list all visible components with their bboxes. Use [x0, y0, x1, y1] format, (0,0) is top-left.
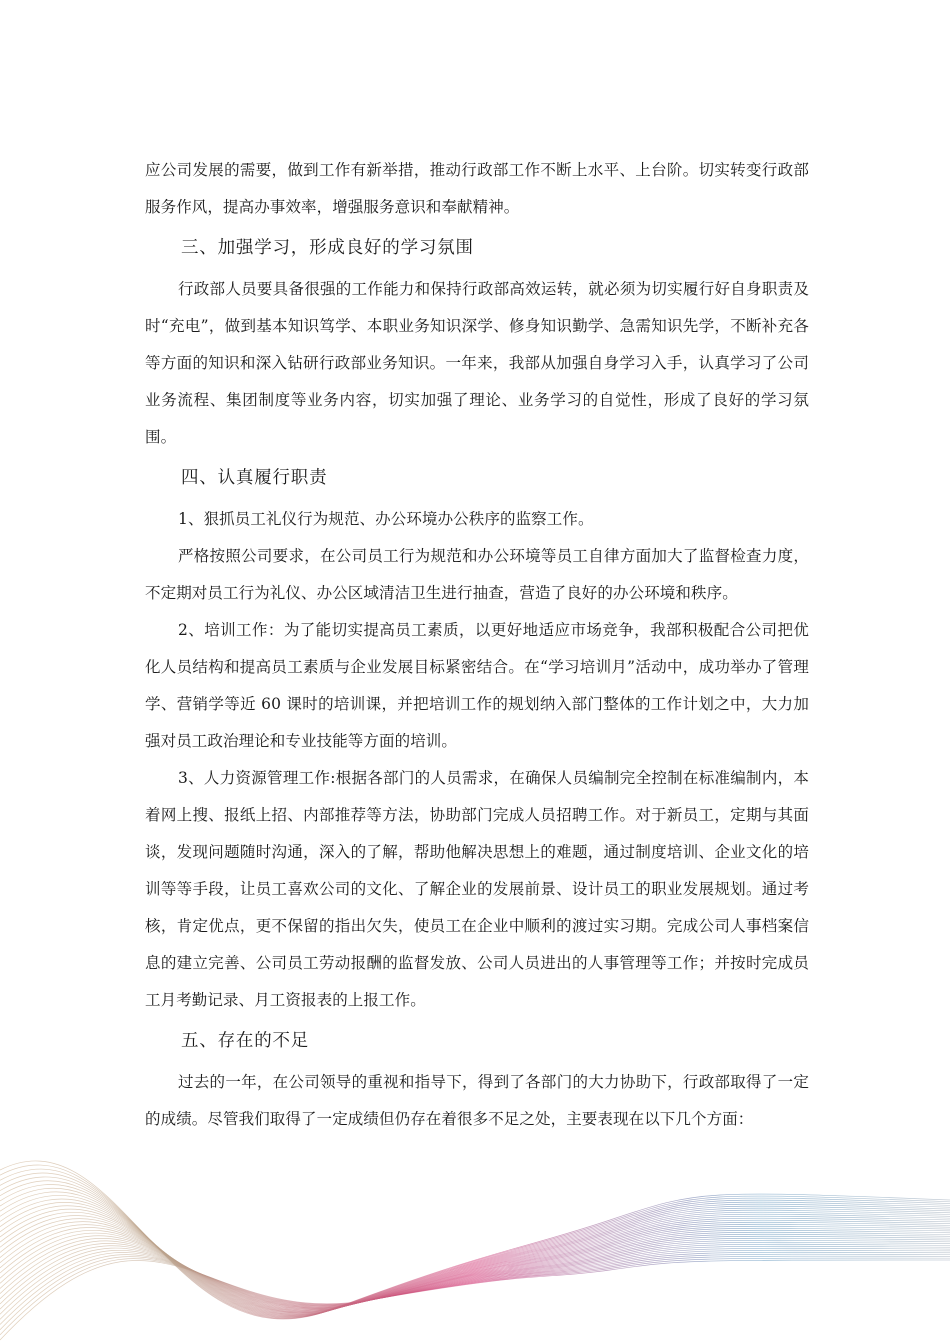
document-body [145, 152, 809, 1138]
section-4-item-2-paragraph: 2、培训工作：为了能切实提高员工素质，以更好地适应市场竞争，我部积极配合公司把优化人员结构和提高员工素质与企业发展目标紧密结合。在“学习培训月”活动中，成功举办了管理学、营销学等近 60 课时的培训课，并把培训工作的规划纳入部门整体的工作计划之中，大力加强对员工政治理论和专业技能等方面的培训。 [145, 621, 809, 750]
section-3-paragraph: 行政部人员要具备很强的工作能力和保持行政部高效运转，就必须为切实履行好自身职责及时“充电”，做到基本知识笃学、本职业务知识深学、修身知识勤学、急需知识先学，不断补充各等方面的知识和深入钻研行政部业务知识。一年来，我部从加强自身学习入手，认真学习了公司业务流程、集团制度等业务内容，切实加强了理论、业务学习的自觉性，形成了良好的学习氛围。 [145, 280, 809, 446]
section-5-heading: 五、存在的不足 [181, 1031, 310, 1051]
section-4-item-3-paragraph: 3、人力资源管理工作:根据各部门的人员需求，在确保人员编制完全控制在标准编制内，本着网上搜、报纸上招、内部推荐等方法，协助部门完成人员招聘工作。对于新员工，定期与其面谈，发现问题随时沟通，深入的了解，帮助他解决思想上的难题，通过制度培训、企业文化的培训等等手段，让员工喜欢公司的文化、了解企业的发展前景、设计员工的职业发展规划。通过考核，肯定优点，更不保留的指出欠失，使员工在企业中顺利的渡过实习期。完成公司人事档案信息的建立完善、公司员工劳动报酬的监督发放、公司人员进出的人事管理等工作；并按时完成员工月考勤记录、月工资报表的上报工作。 [145, 769, 809, 1009]
section-3-heading: 三、加强学习，形成良好的学习氛围 [181, 238, 474, 258]
decorative-wave-graphic [0, 1130, 950, 1344]
intro-paragraph: 应公司发展的需要，做到工作有新举措，推动行政部工作不断上水平、上台阶。切实转变行政部服务作风，提高办事效率，增强服务意识和奉献精神。 [145, 161, 809, 216]
wave-line [0, 1252, 950, 1319]
wave-lines [0, 1161, 950, 1340]
section-4-item-1-title: 1、狠抓员工礼仪行为规范、办公环境办公秩序的监察工作。 [178, 510, 594, 528]
section-5-paragraph: 过去的一年，在公司领导的重视和指导下，得到了各部门的大力协助下，行政部取得了一定的成绩。尽管我们取得了一定成绩但仍存在着很多不足之处，主要表现在以下几个方面： [145, 1073, 809, 1128]
wave-line [0, 1195, 950, 1314]
wave-line [0, 1192, 950, 1315]
wave-line [0, 1199, 950, 1314]
wave-line [0, 1206, 950, 1314]
section-4-heading: 四、认真履行职责 [181, 468, 328, 488]
section-4-item-1-paragraph: 严格按照公司要求，在公司员工行为规范和办公环境等员工自律方面加大了监督检查力度，不定期对员工行为礼仪、办公区域清洁卫生进行抽查，营造了良好的办公环境和秩序。 [145, 547, 809, 602]
